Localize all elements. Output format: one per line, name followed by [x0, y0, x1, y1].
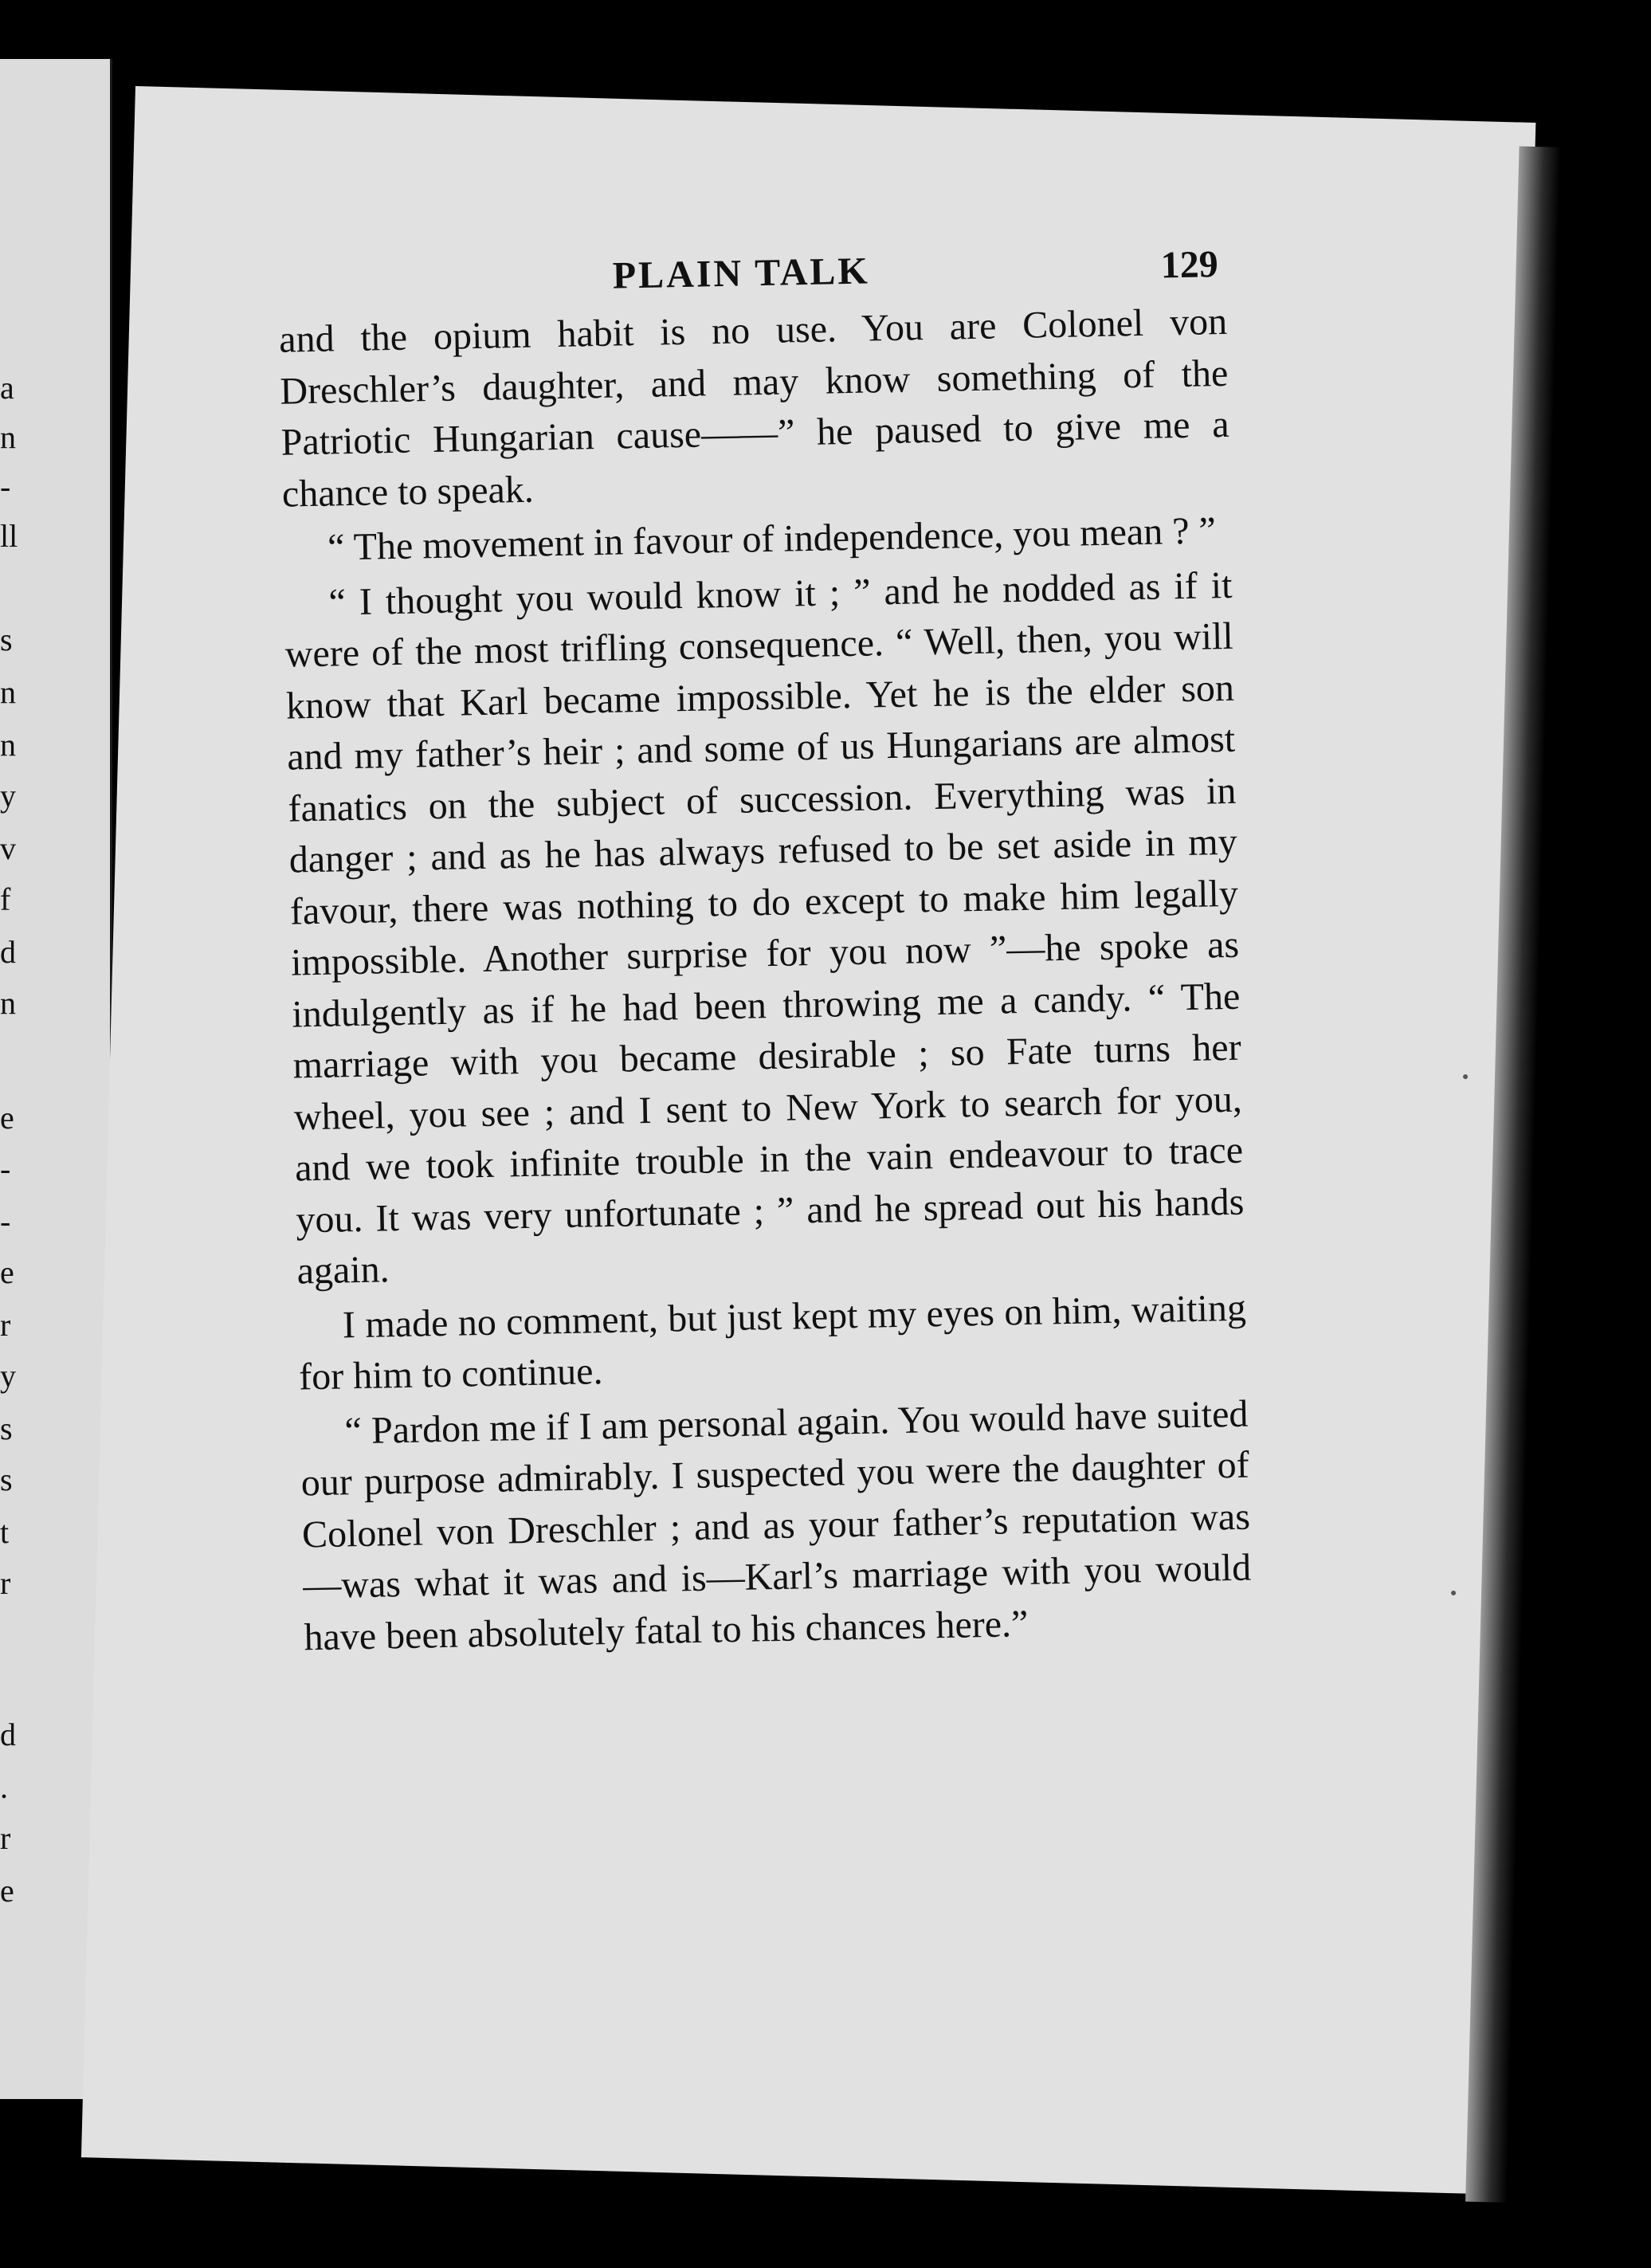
left-fragment: s: [0, 1411, 13, 1446]
left-fragment: e: [0, 1873, 14, 1909]
paragraph: I made no comment, but just kept my eyes on him, waiting for him to continue.: [298, 1286, 1247, 1399]
left-fragment: e: [0, 1100, 14, 1136]
page-number: 129: [1160, 243, 1219, 287]
left-fragment: n: [0, 985, 16, 1021]
left-fragment: a: [0, 370, 14, 406]
paragraph: “ Pardon me if I am personal again. You would have suited our purpose admirably. I suspected you were the daughter of Colonel von Dreschler ; and as your father’s reputation was—was what it was and is—Karl’s marriage with you would have been absolutely fatal to his chances here.”: [300, 1392, 1252, 1658]
left-fragment: -: [0, 1151, 11, 1187]
body-text: [279, 296, 1253, 1664]
page-edge-shadow: [1465, 146, 1561, 2202]
left-fragment: ll: [0, 518, 18, 554]
left-fragment: r: [0, 1307, 11, 1343]
left-fragment: n: [0, 419, 16, 455]
scan-speck: [1451, 1591, 1456, 1595]
book-page: [81, 86, 1535, 2194]
left-fragment: s: [0, 1462, 13, 1497]
left-fragment: d: [0, 934, 16, 970]
left-fragment: n: [0, 674, 16, 710]
paragraph: “ The movement in favour of independence, you mean ? ”: [327, 509, 1217, 569]
left-fragment: d: [0, 1717, 16, 1752]
left-fragment: e: [0, 1254, 14, 1290]
scan-speck: [1463, 1074, 1468, 1079]
page-content: [277, 242, 1259, 2013]
left-fragment: -: [0, 469, 11, 504]
left-fragment: f: [0, 881, 11, 917]
left-fragment: -: [0, 1203, 11, 1239]
left-fragment: n: [0, 727, 16, 763]
left-fragment: y: [0, 1358, 16, 1394]
left-fragment: t: [0, 1514, 10, 1550]
paragraph: “ I thought you would know it ; ” and he nodded as if it were of the most trifling consequence. “ Well, then, you will know that Karl became impossible. Yet he is the elder son and my father’s heir ; and some of us Hungarians are almost fanatics on the subject of succession. Everything was in danger ; and as he has always refused to be set aside in my favour, there was nothing to do except to make him legally impossible. Another surprise for you now ”—he spoke as indulgently as if he had been throwing me a candy. “ The marriage with you became desirable ; so Fate turns her wheel, you see ; and I sent to New York to search for you, and we took infinite trouble in the vain endeavour to trace you. It was very unfortunate ; ” and he spread out his hands again.: [284, 563, 1245, 1293]
left-fragment: r: [0, 1820, 11, 1856]
left-fragment: r: [0, 1565, 11, 1601]
running-header-title: PLAIN TALK: [612, 249, 871, 297]
left-fragment: y: [0, 778, 16, 814]
paragraph: and the opium habit is no use. You are Colonel von Dreschler’s daughter, and may know something of the Patriotic Hungarian cause——” he paused to give me a chance to speak.: [278, 300, 1230, 516]
left-fragment: v: [0, 830, 16, 866]
left-fragment: s: [0, 622, 13, 657]
left-fragment: .: [0, 1769, 8, 1805]
